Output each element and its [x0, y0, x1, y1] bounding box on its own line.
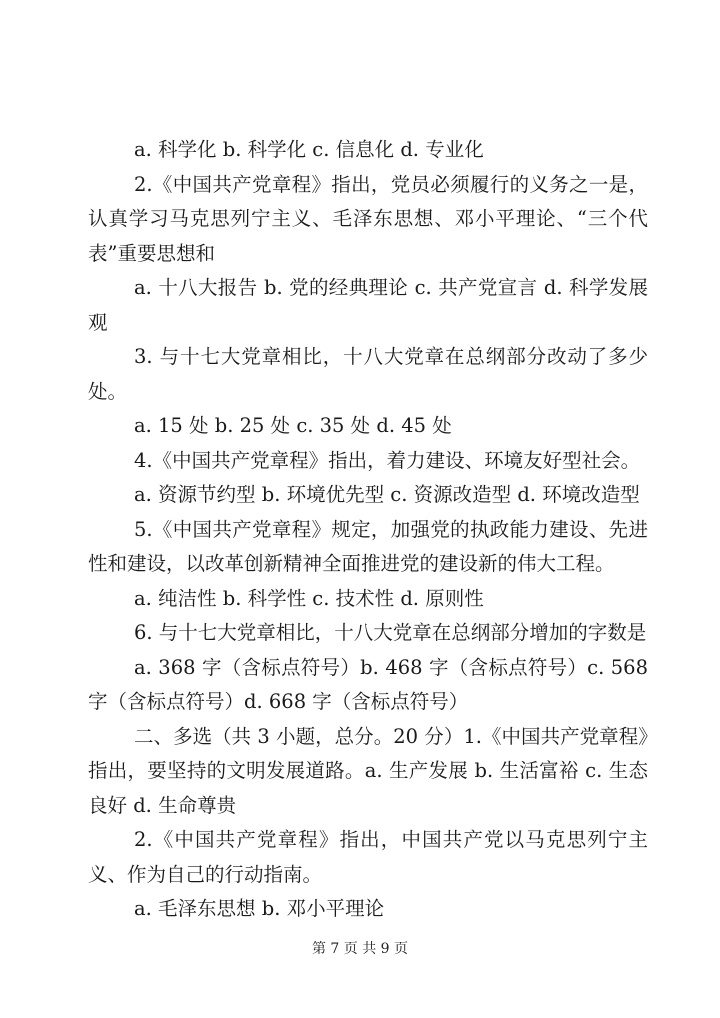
page-footer: 第 7 页 共 9 页 — [311, 941, 409, 957]
paragraph-12: 二、多选（共 3 小题，总分。20 分）1.《中国共产党章程》指出，要坚持的文明发展道路。a. 生产发展 b. 生活富裕 c. 生态良好 d. 生命尊贵 — [88, 724, 648, 817]
paragraph-14: a. 毛泽东思想 b. 邓小平理论 — [134, 897, 385, 920]
paragraph-5: a. 15 处 b. 25 处 c. 35 处 d. 45 处 — [134, 414, 452, 437]
paragraph-3: a. 十八大报告 b. 党的经典理论 c. 共产党宣言 d. 科学发展观 — [88, 276, 648, 334]
paragraph-10: 6. 与十七大党章相比，十八大党章在总纲部分增加的字数是 — [134, 621, 647, 644]
document-body — [88, 133, 648, 927]
paragraph-9: a. 纯洁性 b. 科学性 c. 技术性 d. 原则性 — [134, 586, 484, 610]
paragraph-1: a. 科学化 b. 科学化 c. 信息化 d. 专业化 — [134, 138, 484, 161]
paragraph-8: 5.《中国共产党章程》规定，加强党的执政能力建设、先进性和建设，以改革创新精神全面推进党的建设新的伟大工程。 — [88, 517, 648, 575]
paragraph-7: a. 资源节约型 b. 环境优先型 c. 资源改造型 d. 环境改造型 — [134, 483, 640, 506]
paragraph-11: a. 368 字（含标点符号）b. 468 字（含标点符号）c. 568 字（含标点符号）d. 668 字（含标点符号） — [88, 655, 648, 713]
paragraph-2: 2.《中国共产党章程》指出，党员必须履行的义务之一是，认真学习马克思列宁主义、毛泽东思想、邓小平理论、“三个代表”重要思想和 — [88, 172, 648, 265]
paragraph-13: 2.《中国共产党章程》指出，中国共产党以马克思列宁主义、作为自己的行动指南。 — [88, 828, 648, 886]
paragraph-4: 3. 与十七大党章相比，十八大党章在总纲部分改动了多少处。 — [88, 345, 648, 403]
paragraph-6: 4.《中国共产党章程》指出，着力建设、环境友好型社会。 — [134, 448, 641, 472]
